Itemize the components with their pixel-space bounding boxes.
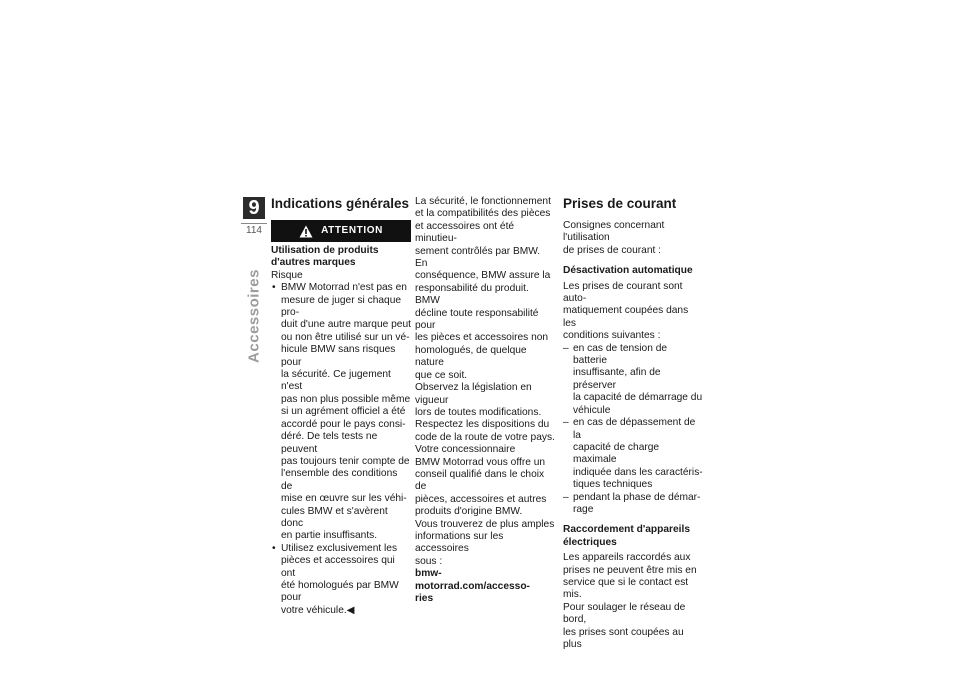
attention-banner — [271, 220, 411, 242]
list-item — [563, 417, 703, 491]
risk-bullet-list — [271, 282, 411, 617]
column-accessories-info — [415, 196, 555, 605]
sockets-intro: Consignes concernant l'utilisation de prises de courant : — [563, 220, 665, 256]
more-info-paragraph: Vous trouverez de plus amples informations sur les accessoires sous : — [415, 518, 555, 567]
safety-paragraph: La sécurité, le fonctionnement et la compatibilités des pièces et accessoires ont été minutieu- sement contrôlés par BMW. En conséquence, BMW assure la responsabilité du produit. BMW décline toute responsabilité pour les pièces et accessoires non homologués, de quelque nature que ce soit. — [415, 196, 551, 381]
list-item — [563, 492, 703, 517]
dash-text: en cas de dépassement de la capacité de charge maximale indiquée dans les caractéris- tiques techniques — [573, 417, 703, 491]
dash-mark: – — [563, 417, 569, 429]
attention-label: ATTENTION — [321, 224, 383, 236]
accessories-url: bmw-motorrad.com/accesso- ries — [415, 568, 530, 604]
electrical-devices-text: Les appareils raccordés aux prises ne peuvent être mis en service que si le contact est mis. Pour soulager le réseau de bord, les prises sont coupées au plus — [563, 552, 697, 650]
auto-deactivation-subheading: Désactivation automatique — [563, 265, 693, 277]
electrical-devices-subheading: Raccordement d'appareils électriques — [563, 524, 690, 548]
chapter-number: 9 — [243, 197, 265, 219]
column-general-indications — [271, 196, 411, 617]
list-item — [271, 282, 411, 543]
other-brands-subheading: Utilisation de produits d'autres marques — [271, 245, 379, 269]
legislation-paragraph: Observez la législation en vigueur lors de toutes modifications. Respectez les dispositions du code de la route de votre pays. — [415, 382, 555, 443]
dash-text: en cas de tension de batterie insuffisante, afin de préserver la capacité de démarrage du véhicule — [573, 342, 703, 416]
warning-triangle-icon — [299, 225, 313, 238]
column-power-sockets — [563, 196, 703, 651]
list-item — [563, 343, 703, 417]
risk-label: Risque — [271, 269, 303, 281]
auto-deactivation-text: Les prises de courant sont auto- matiquement coupées dans les conditions suivantes : — [563, 280, 689, 342]
page-number: 114 — [241, 223, 267, 237]
dash-mark: – — [563, 342, 569, 354]
bullet-text: BMW Motorrad n'est pas en mesure de juger si chaque pro- duit d'une autre marque peut ou non être utilisé sur un vé- hicule BMW sans risques pour la sécurité. Ce jugement n'est pas non plus possible même si un agrément officiel a été accordé pour le pays consi- déré. De tels tests ne peuvent pas toujours tenir compte de l'ensemble des conditions de mise en œuvre sur les véhi- cules BMW et s'avèrent donc en partie insuffisants. — [281, 282, 411, 542]
bullet-mark: • — [272, 542, 276, 554]
section-label: Accessoires — [245, 269, 263, 363]
dealer-paragraph: Votre concessionnaire BMW Motorrad vous offre un conseil qualifié dans le choix de pièces, accessoires et autres produits d'origine BMW. — [415, 444, 547, 518]
list-item — [271, 543, 411, 617]
general-indications-heading: Indications générales — [271, 196, 410, 211]
power-sockets-heading: Prises de courant — [563, 196, 677, 211]
bullet-text: Utilisez exclusivement les pièces et accessoires qui ont été homologués par BMW pour votre véhicule.◀ — [281, 542, 399, 616]
dash-text: pendant la phase de démar- rage — [573, 491, 701, 515]
deactivation-conditions-list — [563, 343, 703, 517]
bullet-mark: • — [272, 282, 276, 294]
dash-mark: – — [563, 491, 569, 503]
